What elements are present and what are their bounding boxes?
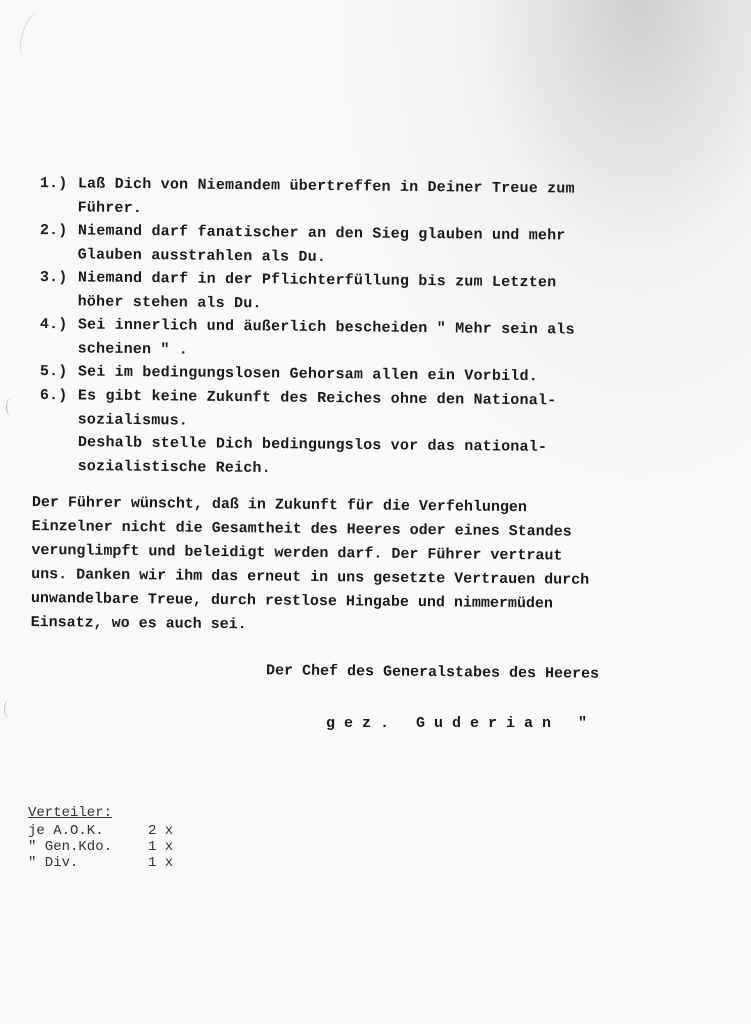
point-number: 2.) — [39, 221, 68, 240]
point-number: 1.) — [39, 174, 68, 193]
distribution-qty: 1 x — [148, 855, 174, 871]
closing-paragraph — [30, 491, 651, 641]
point-number: 5.) — [39, 362, 68, 381]
distribution-row — [28, 823, 188, 839]
point-4 — [40, 313, 650, 366]
point-line: Führer. — [77, 198, 143, 217]
point-text — [78, 313, 650, 366]
point-line: höher stehen als Du. — [77, 292, 262, 312]
point-number: 4.) — [39, 315, 68, 334]
point-line: Niemand darf fanatischer an den Sieg glauben und mehr — [77, 222, 566, 245]
point-line: Es gibt keine Zukunft des Reiches ohne den National- — [77, 386, 557, 409]
distribution-row — [28, 855, 188, 871]
point-3 — [40, 266, 650, 319]
point-text — [78, 384, 650, 437]
paragraph-line: Der Führer wünscht, daß in Zukunft für die Verfehlungen — [31, 493, 528, 517]
distribution-row — [28, 839, 188, 855]
paragraph-line: Einsatz, wo es auch sei. — [30, 613, 247, 634]
distribution-qty: 1 x — [148, 839, 174, 855]
paragraph-line: uns. Danken wir ihm das erneut in uns gesetzte Vertrauen durch — [31, 565, 590, 589]
distribution-heading: Verteiler: — [28, 805, 113, 821]
point-6 — [40, 384, 650, 437]
point-number: 6.) — [39, 386, 68, 404]
numbered-points — [40, 172, 650, 478]
paragraph-line: unwandelbare Treue, durch restlose Hingabe und nimmermüden — [30, 589, 554, 613]
point-6-continuation — [78, 431, 650, 484]
distribution-list — [28, 805, 188, 871]
signature-title: Der Chef des Generalstabes des Heeres — [265, 662, 600, 683]
point-text — [78, 219, 650, 272]
point-line: Sei im bedingungslosen Gehorsam allen ein Vorbild. — [77, 363, 539, 386]
point-line: Sei innerlich und äußerlich bescheiden " Mehr sein als — [77, 316, 575, 339]
distribution-label: " Div. — [28, 855, 79, 871]
point-line: Laß Dich von Niemandem übertreffen in Deiner Treue zum — [77, 175, 575, 198]
signature-name: gez. Guderian " — [326, 715, 597, 732]
paragraph-line: Einzelner nicht die Gesamtheit des Heeres oder eines Standes — [31, 517, 572, 541]
point-line: Niemand darf in der Pflichterfüllung bis zum Letzten — [77, 269, 557, 292]
paragraph-line: verunglimpft und beleidigt werden darf. Der Führer vertraut — [31, 541, 563, 565]
point-line: scheinen " . — [77, 339, 189, 359]
point-number: 3.) — [39, 268, 68, 287]
punch-hole-mark — [4, 700, 15, 718]
point-1 — [40, 172, 650, 225]
continuation-line: Deshalb stelle Dich bedingungslos vor das national- — [77, 433, 548, 456]
continuation-line: sozialistische Reich. — [77, 456, 271, 477]
point-line: Glauben ausstrahlen als Du. — [77, 245, 327, 266]
point-text — [78, 172, 650, 225]
point-line: sozialismus. — [77, 410, 189, 429]
distribution-label: " Gen.Kdo. — [28, 839, 113, 855]
distribution-qty: 2 x — [148, 823, 174, 839]
punch-hole-mark — [6, 398, 17, 416]
point-2 — [40, 219, 650, 272]
point-text — [78, 266, 650, 319]
distribution-label: je A.O.K. — [28, 823, 104, 839]
